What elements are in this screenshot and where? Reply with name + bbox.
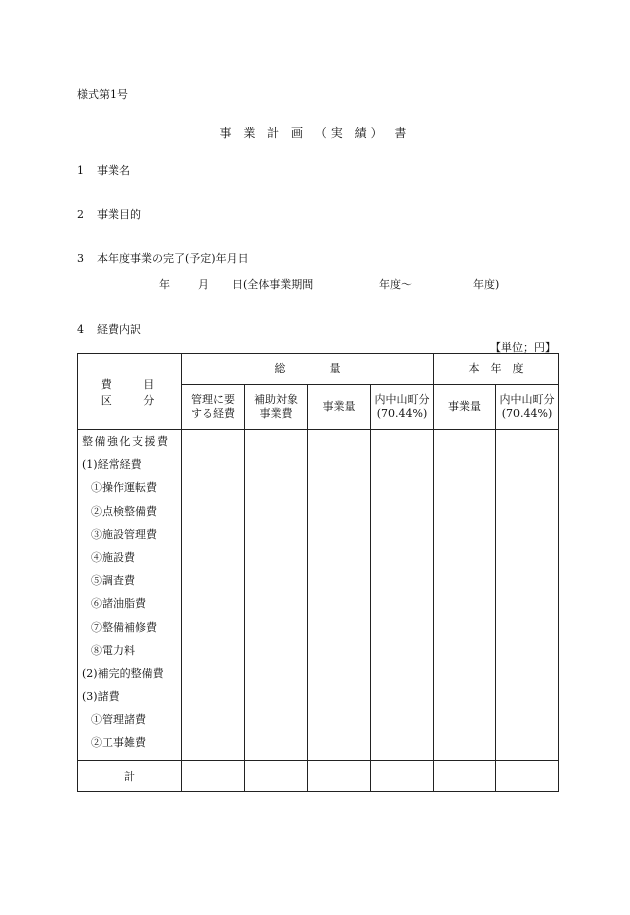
total-town-share-cell[interactable]: [371, 761, 434, 792]
list-item: (1)経常経費: [82, 458, 142, 472]
section-number: 3: [77, 252, 84, 265]
current-volume-cell[interactable]: [434, 430, 496, 761]
total-volume-cell[interactable]: [308, 761, 371, 792]
current-volume-header: 事業量: [434, 385, 496, 430]
total-amount-header: 総 量: [182, 354, 434, 385]
total-label: 計: [78, 761, 182, 792]
section-completion-date: [77, 250, 249, 266]
section-project-name: [77, 162, 130, 178]
current-town-share-header: 内中山町分 (70.44%): [496, 385, 559, 430]
expense-items-cell: [78, 430, 182, 761]
unit-label: 【単位；円】: [490, 341, 556, 354]
list-item: ①管理諸費: [91, 713, 146, 727]
month-label: 月: [198, 278, 209, 291]
section-project-purpose: [77, 206, 141, 222]
list-item: ⑤調査費: [91, 574, 135, 588]
section-label: 本年度事業の完了(予定)年月日: [97, 252, 249, 265]
list-item: 整備強化支援費: [82, 435, 170, 448]
total-current-town-share-cell[interactable]: [496, 761, 559, 792]
list-item: ④施設費: [91, 550, 135, 564]
table-row: [78, 430, 559, 761]
total-current-volume-cell[interactable]: [434, 761, 496, 792]
year-label: 年: [159, 278, 170, 291]
section-label: 経費内訳: [97, 323, 141, 336]
section-label: 事業目的: [97, 208, 141, 221]
section-number: 4: [77, 323, 84, 336]
section-label: 事業名: [97, 164, 130, 177]
subsidy-cost-header: 補助対象 事業費: [245, 385, 308, 430]
day-period-label: 日(全体事業期間: [232, 278, 314, 291]
table-header-row: [78, 354, 559, 385]
town-share-header: 内中山町分 (70.44%): [371, 385, 434, 430]
volume-cell[interactable]: [308, 430, 371, 761]
list-item: ⑥諸油脂費: [91, 597, 146, 611]
list-item: (3)諸費: [82, 690, 120, 704]
list-item: (2)補完的整備費: [82, 666, 164, 680]
volume-header: 事業量: [308, 385, 371, 430]
current-town-share-cell[interactable]: [496, 430, 559, 761]
current-year-header: 本 年 度: [434, 354, 559, 385]
list-item: ⑧電力料: [91, 643, 135, 657]
list-item: ③施設管理費: [91, 527, 157, 541]
section-number: 1: [77, 164, 84, 177]
section-cost-breakdown: [77, 321, 141, 337]
mgmt-cost-header: 管理に要 する経費: [182, 385, 245, 430]
list-item: ②点検整備費: [91, 504, 157, 518]
section-number: 2: [77, 208, 84, 221]
start-fiscal-year-label: 年度～: [379, 278, 412, 291]
town-share-cell[interactable]: [371, 430, 434, 761]
document-title: 事 業 計 画 （実 績） 書: [219, 126, 411, 140]
total-subsidy-cost-cell[interactable]: [245, 761, 308, 792]
list-item: ①操作運転費: [91, 481, 157, 495]
form-number: 様式第1号: [77, 88, 128, 101]
list-item: ②工事雑費: [91, 736, 146, 750]
total-row: [78, 761, 559, 792]
cost-breakdown-table: [77, 353, 559, 792]
mgmt-cost-cell[interactable]: [182, 430, 245, 761]
total-mgmt-cost-cell[interactable]: [182, 761, 245, 792]
end-fiscal-year-label: 年度): [473, 278, 500, 291]
list-item: ⑦整備補修費: [91, 620, 157, 634]
subsidy-cost-cell[interactable]: [245, 430, 308, 761]
category-header: 費 目 区 分: [78, 354, 182, 430]
